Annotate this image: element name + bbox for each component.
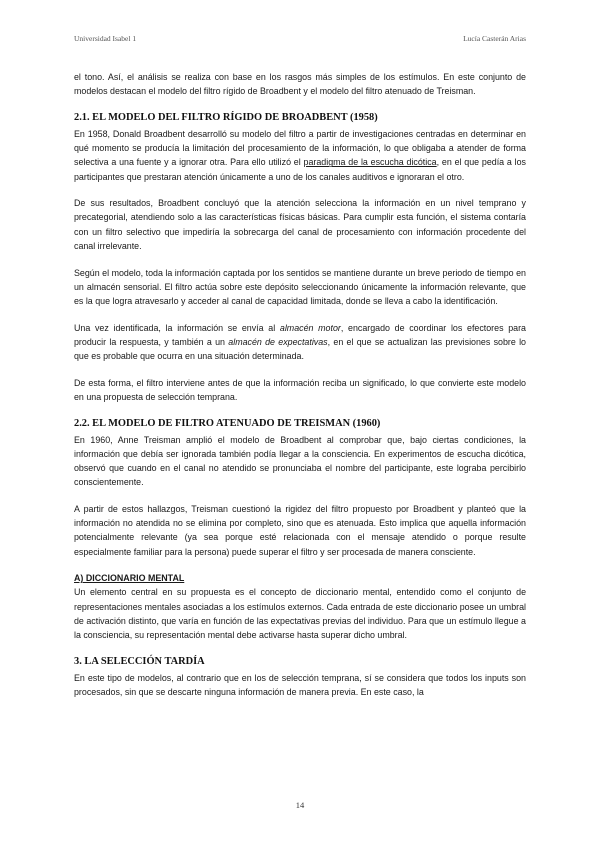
text-span: , encargado de coordinar los efectores para producir la respuesta, y también a un — [74, 322, 526, 347]
header-institution: Universidad Isabel 1 — [74, 34, 137, 43]
text-span: En 1958, Donald Broadbent desarrolló su modelo del filtro a partir de investigaciones centradas en determinar en qué momento se producía la limitación del procesamiento de la información, lo que obligaba a atender de forma selectiva a una fuente y a ignorar otra. Para ello utilizó el — [74, 128, 526, 168]
paragraph-broadbent-2: De sus resultados, Broadbent concluyó que la atención selecciona la información en un nivel temprano y precategorial, atendiendo solo a las características físicas básicas. Para cumplir esta función, el sistema contaría con un filtro selectivo que impediría la sobrecarga del canal de procesamiento con información procedente del canal irrelevante. — [74, 198, 526, 251]
paragraph-broadbent-3: Según el modelo, toda la información captada por los sentidos se mantiene durante un breve periodo de tiempo en un almacén sensorial. El filtro actúa sobre este depósito seleccionando únicamente la información relevante, que es la que logra atravesarlo y acceder al canal de capacidad limitada, donde se lleva a cabo la identificación. — [74, 267, 526, 306]
paragraph-broadbent-1 — [74, 127, 526, 184]
page-number: 14 — [295, 800, 305, 810]
document-body — [74, 70, 526, 712]
paragraph-diccionario: Un elemento central en su propuesta es el concepto de diccionario mental, entendido como el conjunto de representaciones mentales asociadas a los estímulos externos. Cada entrada de este diccionario posee un umbral de activación distinto, que varía en función de las expectativas previas del individuo. Para que un estímulo llegue a la consciencia, su representación mental debe activarse hasta superar dicho umbral. — [74, 587, 526, 641]
header-author: Lucía Casterán Arias — [463, 34, 526, 43]
text-span: Una vez identificada, la información se envía al — [74, 322, 280, 333]
section-heading-seleccion-tardia: 3. LA SELECCIÓN TARDÍA — [74, 655, 205, 667]
italic-term: almacén motor — [279, 322, 341, 333]
underlined-term: paradigma de la escucha dicótica — [303, 157, 437, 168]
paragraph-broadbent-5: De esta forma, el filtro interviene antes de que la información reciba un significado, lo que convierte este modelo en una propuesta de selección temprana. — [74, 377, 526, 402]
section-heading-broadbent: 2.1. EL MODELO DEL FILTRO RÍGIDO DE BROADBENT (1958) — [74, 111, 378, 123]
paragraph-broadbent-4 — [74, 321, 526, 364]
text-span: , en el que se actualizan las previsiones sobre lo que es probable que ocurra en una situación determinada. — [74, 336, 526, 362]
page-header — [74, 34, 526, 48]
paragraph-treisman-2: A partir de estos hallazgos, Treisman cuestionó la rigidez del filtro propuesto por Broadbent y planteó que la información no atendida no se elimina por completo, sino que es atenuada. Esto implica que aquella información potencialmente relevante (ya sea porque esté relacionada con el mensaje atendido o porque resulte especialmente familiar para la persona) puede superar el filtro y ser procesada de manera consciente. — [74, 503, 526, 557]
subsection-heading-diccionario: A) DICCIONARIO MENTAL — [74, 573, 185, 584]
section-heading-treisman: 2.2. EL MODELO DE FILTRO ATENUADO DE TREISMAN (1960) — [74, 417, 381, 429]
paragraph-seleccion-tardia: En este tipo de modelos, al contrario que en los de selección temprana, sí se considera que todos los inputs son procesados, sin que se descarte ninguna información de manera previa. En este caso, la — [74, 672, 526, 697]
paragraph-treisman-1: En 1960, Anne Treisman amplió el modelo de Broadbent al comprobar que, bajo ciertas condiciones, la información que debía ser ignorada también podía llegar a la consciencia. En experimentos de escucha dicótica, observó que cuando en el canal no atendido se pronunciaba el nombre del participante, este lograba percibirlo conscientemente. — [74, 434, 526, 488]
text-span: , en el que pedía a los participantes que prestaran atención únicamente a uno de los canales auditivos e ignoraran el otro. — [74, 157, 526, 182]
italic-term: almacén de expectativas — [228, 336, 328, 347]
paragraph-intro: el tono. Así, el análisis se realiza con base en los rasgos más simples de los estímulos. En este conjunto de modelos destacan el modelo del filtro rígido de Broadbent y el modelo del filtro atenuado de Treisman. — [74, 72, 526, 97]
